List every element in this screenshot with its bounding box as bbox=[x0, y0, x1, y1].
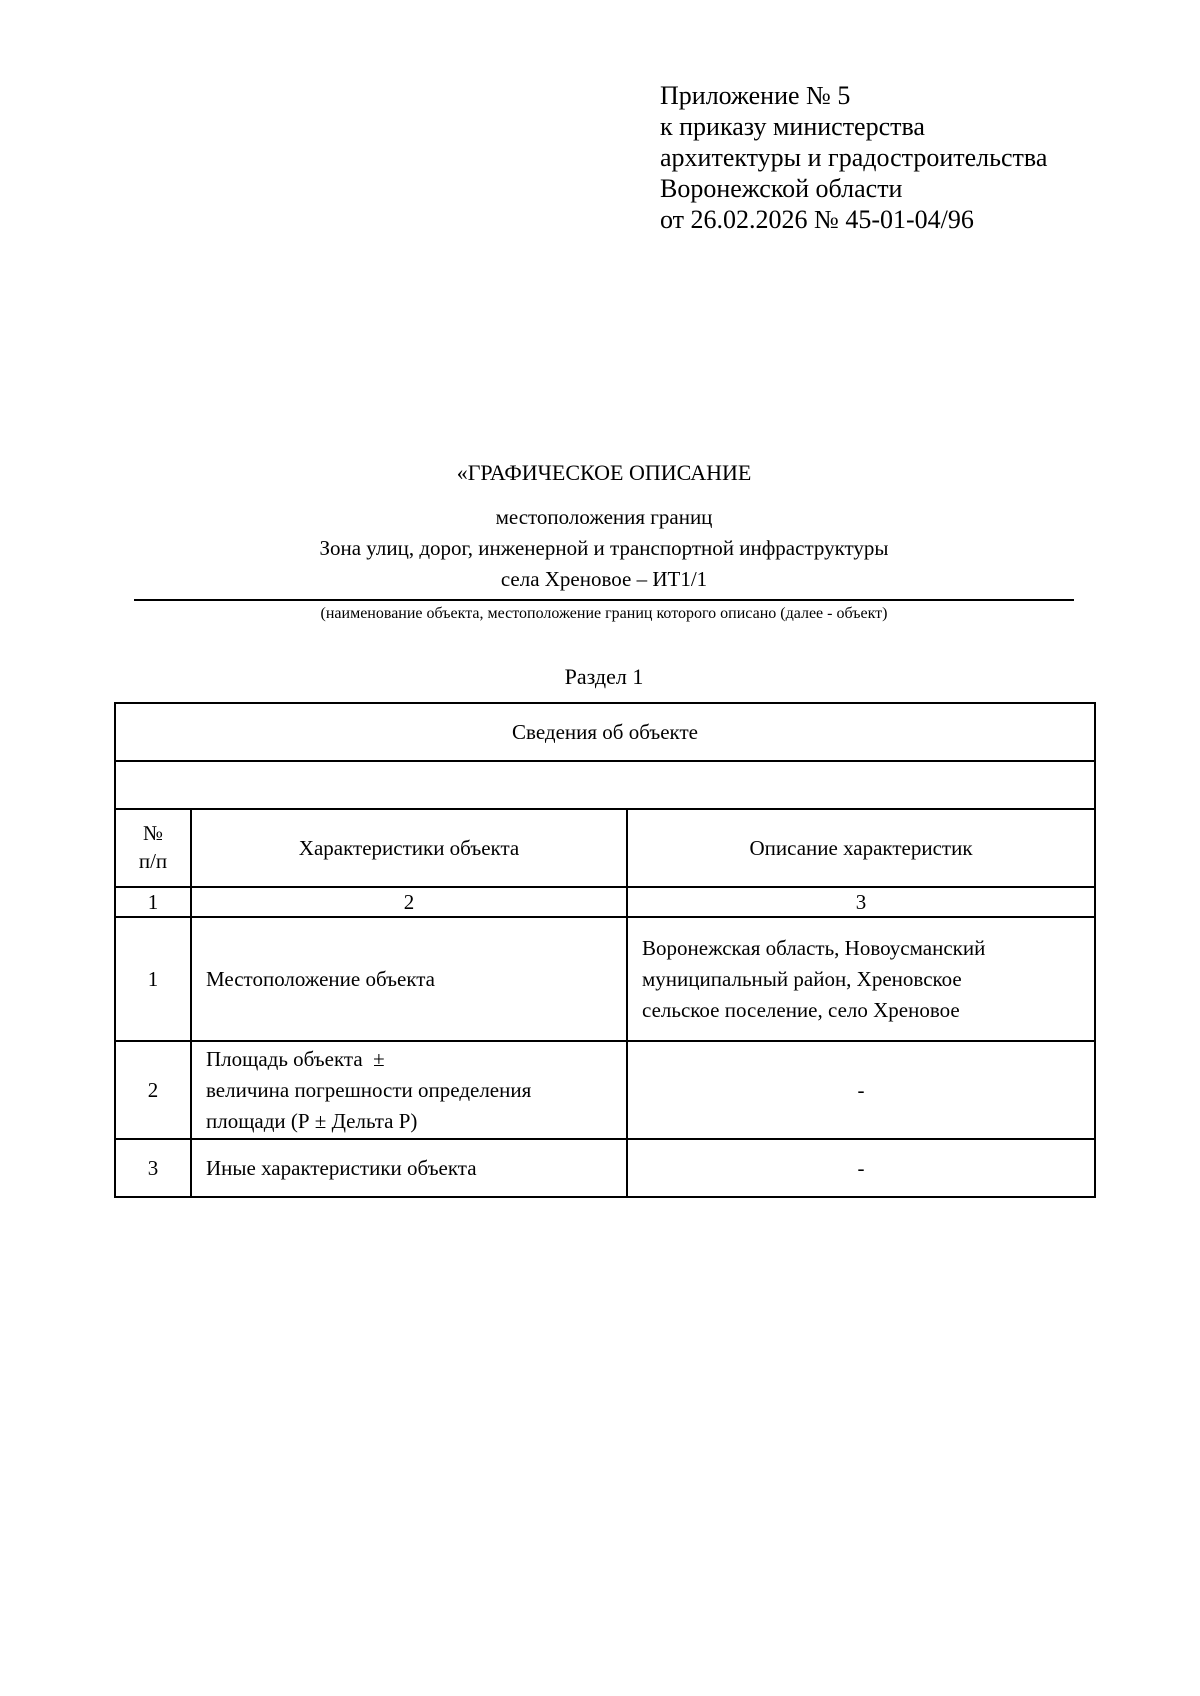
row-num: 1 bbox=[115, 917, 191, 1041]
appendix-line: Приложение № 5 bbox=[660, 81, 851, 110]
column-number: 1 bbox=[115, 887, 191, 917]
object-info-table bbox=[114, 702, 1096, 1198]
object-name: Зона улиц, дорог, инженерной и транспортной инфраструктуры bbox=[319, 536, 889, 560]
row-characteristic: Иные характеристики объекта bbox=[191, 1139, 627, 1197]
appendix-line: архитектуры и градостроительства bbox=[660, 143, 1048, 172]
title-subline: местоположения границ bbox=[495, 505, 713, 529]
row-characteristic: Местоположение объекта bbox=[191, 917, 627, 1041]
appendix-line: к приказу министерства bbox=[660, 112, 925, 141]
appendix-line: от 26.02.2026 № 45-01-04/96 bbox=[660, 205, 974, 234]
table-row bbox=[115, 917, 1095, 1041]
description-line: сельское поселение, село Хреновое bbox=[642, 997, 960, 1022]
table-caption: Сведения об объекте bbox=[115, 703, 1095, 761]
table-empty-row bbox=[115, 761, 1095, 809]
description-line: Воронежская область, Новоусманский bbox=[642, 935, 986, 960]
appendix-header bbox=[660, 80, 1047, 235]
object-location: села Хреновое – ИТ1/1 bbox=[500, 567, 708, 591]
header-num-text: № п/п bbox=[138, 821, 168, 873]
header-description: Описание характеристик bbox=[627, 809, 1095, 887]
table-column-numbers-row bbox=[115, 887, 1095, 917]
table-row bbox=[115, 1139, 1095, 1197]
header-characteristic: Характеристики объекта bbox=[191, 809, 627, 887]
title-note: (наименование объекта, местоположение границ которого описано (далее - объект) bbox=[320, 605, 888, 622]
document-title-block bbox=[134, 458, 1074, 625]
row-description bbox=[627, 917, 1095, 1041]
title-underline bbox=[134, 599, 1074, 601]
appendix-line: Воронежской области bbox=[660, 174, 903, 203]
table-caption-row bbox=[115, 703, 1095, 761]
column-number: 3 bbox=[627, 887, 1095, 917]
characteristic-line: площади (Р ± Дельта Р) bbox=[206, 1108, 418, 1133]
row-num: 3 bbox=[115, 1139, 191, 1197]
header-num bbox=[115, 809, 191, 887]
table-row bbox=[115, 1041, 1095, 1139]
column-number: 2 bbox=[191, 887, 627, 917]
description-line: муниципальный район, Хреновское bbox=[642, 966, 962, 991]
table-header-row bbox=[115, 809, 1095, 887]
characteristic-line: Площадь объекта ± bbox=[206, 1046, 385, 1071]
characteristic-line: величина погрешности определения bbox=[206, 1077, 532, 1102]
document-title: «ГРАФИЧЕСКОЕ ОПИСАНИЕ bbox=[456, 460, 752, 485]
row-description: - bbox=[627, 1041, 1095, 1139]
row-description: - bbox=[627, 1139, 1095, 1197]
section-label: Раздел 1 bbox=[564, 664, 644, 689]
table-empty-cell bbox=[115, 761, 1095, 809]
row-num: 2 bbox=[115, 1041, 191, 1139]
row-characteristic bbox=[191, 1041, 627, 1139]
